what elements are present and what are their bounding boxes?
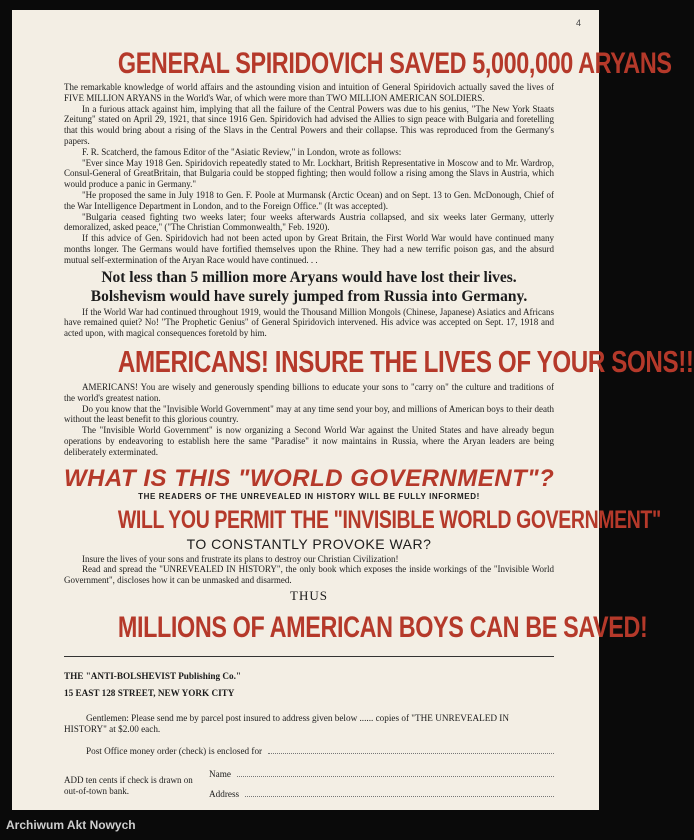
name-row bbox=[209, 768, 554, 780]
address-field[interactable] bbox=[245, 788, 554, 797]
headline-insure-sons: AMERICANS! INSURE THE LIVES OF YOUR SONS!! bbox=[117, 343, 694, 379]
money-order-row bbox=[64, 745, 554, 757]
top-paragraphs bbox=[64, 82, 554, 266]
headline-permit: WILL YOU PERMIT THE "INVISIBLE WORLD GOVERNMENT" bbox=[117, 505, 661, 534]
headline-spiridovich: GENERAL SPIRIDOVICH SAVED 5,000,000 ARYANS bbox=[117, 47, 672, 80]
thus-label: THUS bbox=[290, 587, 328, 603]
add-note: ADD ten cents if check is drawn on out-of-town bank. bbox=[64, 774, 193, 796]
name-label: Name bbox=[209, 768, 231, 779]
name-address-fields bbox=[209, 765, 554, 800]
address-row bbox=[209, 788, 554, 800]
publisher-address: 15 EAST 128 STREET, NEW YORK CITY bbox=[64, 687, 235, 698]
paragraph: F. R. Scatcherd, the famous Editor of the "Asiatic Review," in London, wrote as follows: bbox=[82, 146, 402, 157]
publisher-name: THE "ANTI-BOLSHEVIST Publishing Co." bbox=[64, 670, 241, 681]
name-field[interactable] bbox=[237, 768, 554, 777]
headline-world-government: WHAT IS THIS "WORLD GOVERNMENT"? bbox=[64, 464, 555, 492]
paragraph: Do you know that the "Invisible World Government" may at any time send your boy, and millions of American boys to their death without the least benefit to this glorious country. bbox=[64, 403, 554, 425]
divider bbox=[64, 656, 554, 657]
flyer-content bbox=[64, 47, 694, 800]
readers-informed-line: THE READERS OF THE UNREVEALED IN HISTORY WILL BE FULLY INFORMED! bbox=[138, 491, 480, 501]
big-statement-line: Not less than 5 million more Aryans would have lost their lives. bbox=[101, 268, 517, 286]
paragraph: The "Invisible World Government" is now organizing a Second World War against the United States and have already begun operations by endeavoring to establish here the same "Paradise" it now maintains in Russia, where the Aryan leaders are being deliberately exterminated. bbox=[64, 425, 554, 457]
order-request: Gentlemen: Please send me by parcel post insured to address given below ...... copies of "THE UNREVEALED IN HISTORY" at $2.00 each. bbox=[64, 712, 509, 734]
paragraph: In a furious attack against him, implying that all the failure of the Central Powers was due to his genius, "The New York Staats Zeitung" stated on April 29, 1921, that since 1916 Gen. Spiridovich had advised the Allies to sign peace with Bulgaria and foretelling that this would bring about a rising of the Slavs in the Central Powers and their collapse. This was reproduced from the Germany's papers. bbox=[64, 103, 554, 146]
paragraph-after-statement: If the World War had continued throughout 1919, would the Thousand Million Mongols (Chinese, Japanese) Asiatics and Africans have remained quiet? No! "The Prophetic Genius" of General Spiridovich intervened. His advice was accepted on Sept. 17, 1918 and acted upon, with magical consequences foretold by him. bbox=[64, 306, 554, 339]
paragraph: Insure the lives of your sons and frustrate its plans to destroy our Christian Civilization! bbox=[82, 553, 399, 564]
address-label: Address bbox=[209, 788, 240, 799]
provoke-war-line: TO CONSTANTLY PROVOKE WAR? bbox=[186, 535, 432, 552]
archive-footer: Archiwum Akt Nowych bbox=[6, 818, 136, 832]
paragraph: "He proposed the same in July 1918 to Gen. F. Poole at Murmansk (Arctic Ocean) and on Sept. 13 to Gen. McDonough, Chief of the War Intelligence Department in London, and to the Foreign Office." (It was accepted). bbox=[64, 189, 554, 211]
paragraph: Read and spread the "UNREVEALED IN HISTORY", the only book which exposes the inside workings of the "Invisible World Government", discloses how it can be unmasked and disarmed. bbox=[64, 564, 554, 586]
big-statement-line: Bolshevism would have surely jumped from Russia into Germany. bbox=[90, 287, 528, 305]
headline-boys-saved: MILLIONS OF AMERICAN BOYS CAN BE SAVED! bbox=[117, 610, 648, 644]
paragraph: "Bulgaria ceased fighting two weeks later; four weeks afterwards Austria collapsed, and six weeks later Germany, utterly demoralized, asked peace," ("The Christian Commonwealth," Feb. 1920). bbox=[64, 211, 554, 233]
money-order-label: Post Office money order (check) is enclosed for bbox=[86, 745, 263, 756]
low-paragraphs bbox=[64, 554, 554, 586]
document-sheet bbox=[12, 10, 694, 810]
paragraph: The remarkable knowledge of world affairs and the astounding vision and intuition of General Spiridovich actually saved the lives of FIVE MILLION ARYANS in the World's War, of which were more than TWO MILLION AMERICAN SOLDIERS. bbox=[64, 82, 554, 103]
mid-paragraphs bbox=[64, 382, 554, 458]
name-address-block bbox=[64, 765, 554, 800]
money-order-field[interactable] bbox=[268, 745, 554, 754]
paragraph: If this advice of Gen. Spiridovich had not been acted upon by Great Britain, the First World War would have continued many months longer. The Germans would have fortified themselves upon the Rhine. They had a new terrific poison gas, and the absurd mutual self-extermination of the Aryan Race would have continued. . . bbox=[64, 233, 554, 265]
paragraph: AMERICANS! You are wisely and generously spending billions to educate your sons to "carry on" the culture and traditions of the world's greatest nation. bbox=[64, 381, 554, 403]
order-form bbox=[64, 671, 554, 800]
page-number: 4 bbox=[575, 18, 581, 28]
paragraph: "Ever since May 1918 Gen. Spiridovich repeatedly stated to Mr. Lockhart, British Representative in Moscow and to Mr. Wardrop, Consul-General of GreatBritain, that Bulgaria could be stopped fighting; then would follow a rising among the Slavs in Austria, which would produce a panic in Germany." bbox=[64, 157, 554, 190]
